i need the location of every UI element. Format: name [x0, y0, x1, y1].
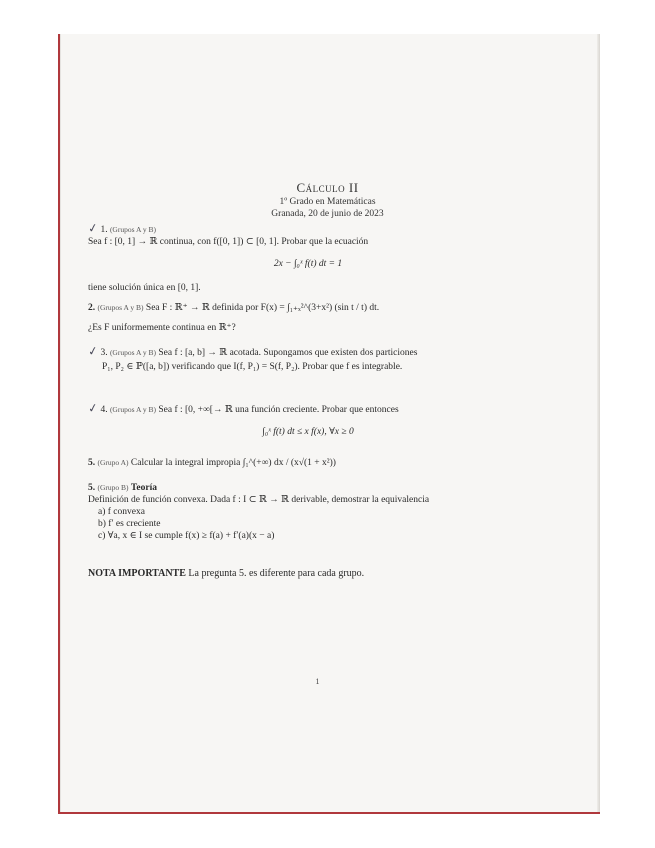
q4-formula: ∫₀ˣ f(t) dt ≤ x f(x), ∀x ≥ 0 — [262, 427, 354, 437]
exam-title: Cálculo II — [296, 180, 359, 195]
q2-text: Sea F : ℝ⁺ → ℝ definida por F(x) = ∫₁₊ₓ²^(3+x²) (sin t / t) dt. — [145, 303, 380, 313]
q5a-number: 5. — [88, 458, 96, 468]
list-item: a) f convexa — [98, 507, 145, 517]
q3-continuation: P₁, P₂ ∈ ℙ([a, b]) verificando que I(f, P₁) = S(f, P₂). Probar que f es integrable. — [102, 362, 403, 372]
check-mark-1: ✓ — [86, 220, 100, 236]
q1-groups: (Grupos A y B) — [109, 225, 156, 234]
q1-text: Sea f : [0, 1] → ℝ continua, con f([0, 1]) ⊂ [0, 1]. Probar que la ecuación — [88, 237, 369, 247]
q2-question: ¿Es F uniformemente continua en ℝ⁺? — [88, 323, 236, 333]
q5b-groups: (Grupo B) — [97, 483, 129, 492]
exam-date: Granada, 20 de junio de 2023 — [271, 209, 384, 219]
q5a-groups: (Grupo A) — [97, 458, 129, 467]
q1-conclusion: tiene solución única en [0, 1]. — [88, 283, 201, 293]
check-mark-4: ✓ — [86, 400, 100, 416]
question-2 — [88, 302, 528, 334]
exam-degree: 1º Grado en Matemáticas — [279, 197, 376, 207]
q3-number: 3. — [100, 348, 108, 358]
q4-text: Sea f : [0, +∞[→ ℝ una función creciente. Probar que entonces — [158, 405, 399, 415]
q5b-heading: Teoría — [130, 483, 157, 493]
question-3 — [88, 345, 528, 373]
list-item: c) ∀a, x ∈ I se cumple f(x) ≥ f(a) + f′(a)(x − a) — [98, 531, 275, 541]
q5b-list — [88, 506, 528, 542]
q1-number: 1. — [100, 225, 108, 235]
important-note — [88, 568, 528, 580]
page-number: 1 — [315, 677, 320, 686]
list-item: b) f′ es creciente — [98, 519, 161, 529]
question-4 — [88, 402, 528, 444]
q3-groups: (Grupos A y B) — [109, 348, 156, 357]
q2-groups: (Grupos A y B) — [97, 303, 144, 312]
q4-groups: (Grupos A y B) — [109, 405, 156, 414]
paper-edge — [597, 34, 600, 812]
note-text: La pregunta 5. es diferente para cada grupo. — [188, 568, 365, 579]
q5a-text: Calcular la integral impropia ∫₁^(+∞) dx / (x√(1 + x²)) — [130, 458, 336, 468]
q5b-number: 5. — [88, 483, 96, 493]
q5b-text: Definición de función convexa. Dada f : I ⊂ ℝ → ℝ derivable, demostrar la equivalencia — [88, 495, 430, 505]
question-5a — [88, 457, 528, 469]
note-label: NOTA IMPORTANTE — [88, 568, 186, 579]
question-1 — [88, 222, 528, 294]
q4-number: 4. — [100, 405, 108, 415]
question-5b — [88, 482, 528, 542]
q2-number: 2. — [88, 303, 96, 313]
q1-formula: 2x − ∫₀ˣ f(t) dt = 1 — [273, 259, 343, 269]
check-mark-3: ✓ — [86, 343, 100, 359]
q3-text: Sea f : [a, b] → ℝ acotada. Supongamos que existen dos particiones — [158, 348, 418, 358]
